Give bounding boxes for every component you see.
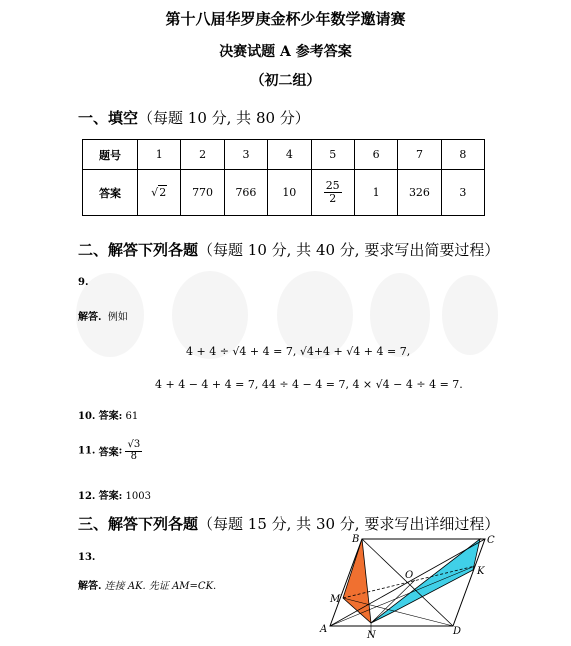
q9-expression-line-1: 4 + 4 ÷ √4 + 4 = 7, √4+4 + √4 + 4 = 7, [186,345,411,358]
table-cell-answer-3: 766 [224,170,267,216]
q12-label: 答案 [98,491,119,502]
q11-fraction [125,440,142,462]
table-cell-number: 4 [268,140,311,170]
table-cell-answer-8: 3 [441,170,484,216]
section-detailed-note: （每题 15 分, 共 30 分, 要求写出详细过程） [198,515,500,533]
point-label-c: C [487,535,495,546]
q12-answer: 12. 答案: 1003 [78,491,151,502]
fraction [324,180,342,204]
q12-number: 12. [78,491,96,502]
table-cell-answer-5 [311,170,354,216]
q11-answer: 11. 答案: $\frac{√3}{8}$ [78,439,141,462]
section-problems-heading [78,239,499,260]
table-cell-answer-7: 326 [398,170,441,216]
q9-solution-label: 解答 [78,312,98,323]
quadrilateral-cyan-shape [371,539,480,623]
table-cell-number: 6 [354,140,397,170]
section-problems-note: （每题 10 分, 共 40 分, 要求写出简要过程） [198,241,500,259]
section-problems-label: 二、解答下列各题 [78,241,199,259]
q13-solution-text: 连接 AK. 先证 AM=CK. [104,581,217,592]
sqrt-expression: √2 [151,186,167,199]
document-title: 第十八届华罗庚金杯少年数学邀请赛 [165,10,406,28]
table-cell-number: 2 [181,140,224,170]
table-cell-answer-6: 1 [354,170,397,216]
table-cell-answer-4: 10 [268,170,311,216]
point-label-k: K [477,566,485,577]
q11-denominator: 8 [130,450,138,462]
q10-number: 10. [78,411,96,422]
q10-answer: 10. 答案: 61 [78,411,139,422]
table-cell-number: 3 [224,140,267,170]
table-header-answer: 答案 [83,170,138,216]
q13-solution: 解答. 连接 AK. 先证 AM=CK. [78,581,217,592]
point-label-n: N [367,630,376,640]
table-cell-answer-2: 770 [181,170,224,216]
q12-value: 1003 [125,491,151,502]
table-cell-number: 1 [138,140,181,170]
table-cell-number: 8 [441,140,484,170]
table-cell-answer-1 [138,170,181,216]
q9-expression-line-2: 4 + 4 − 4 + 4 = 7, 44 ÷ 4 − 4 = 7, 4 × √4 − 4 ÷ 4 = 7. [155,378,463,391]
point-label-d: D [453,626,462,637]
q13-number: 13. [78,552,96,563]
point-label-a: A [320,624,328,635]
geometry-figure [315,530,515,640]
point-label-m: M [330,594,341,605]
sqrt-radicand: 2 [159,186,167,199]
section-fill-in-note: （每题 10 分, 共 80 分） [138,109,310,127]
section-fill-in-label: 一、填空 [78,109,139,127]
grade-group: （初二组） [250,73,321,89]
q11-numerator: √3 [127,439,141,450]
table-row-question-numbers [83,140,485,170]
fraction-numerator: 25 [325,179,340,193]
q13-solution-label: 解答 [78,581,98,592]
q10-label: 答案 [98,411,119,422]
q9-number: 9. [78,277,89,288]
q10-value: 61 [125,411,139,422]
table-cell-number: 5 [311,140,354,170]
fraction-denominator: 2 [329,192,337,205]
q9-solution: 解答. 例如 [78,312,128,323]
section-fill-in-heading [78,107,310,128]
q11-label: 答案 [98,447,119,459]
point-label-o: O [405,570,414,581]
table-cell-number: 7 [398,140,441,170]
section-detailed-label: 三、解答下列各题 [78,515,199,533]
q9-solution-text: 例如 [107,312,128,323]
table-header-question-number: 题号 [83,140,138,170]
table-row-answers [83,170,485,216]
point-label-b: B [352,534,360,545]
document-subtitle: 决赛试题 A 参考答案 [219,44,352,60]
q11-number: 11. [78,445,96,457]
answer-table [82,139,485,216]
